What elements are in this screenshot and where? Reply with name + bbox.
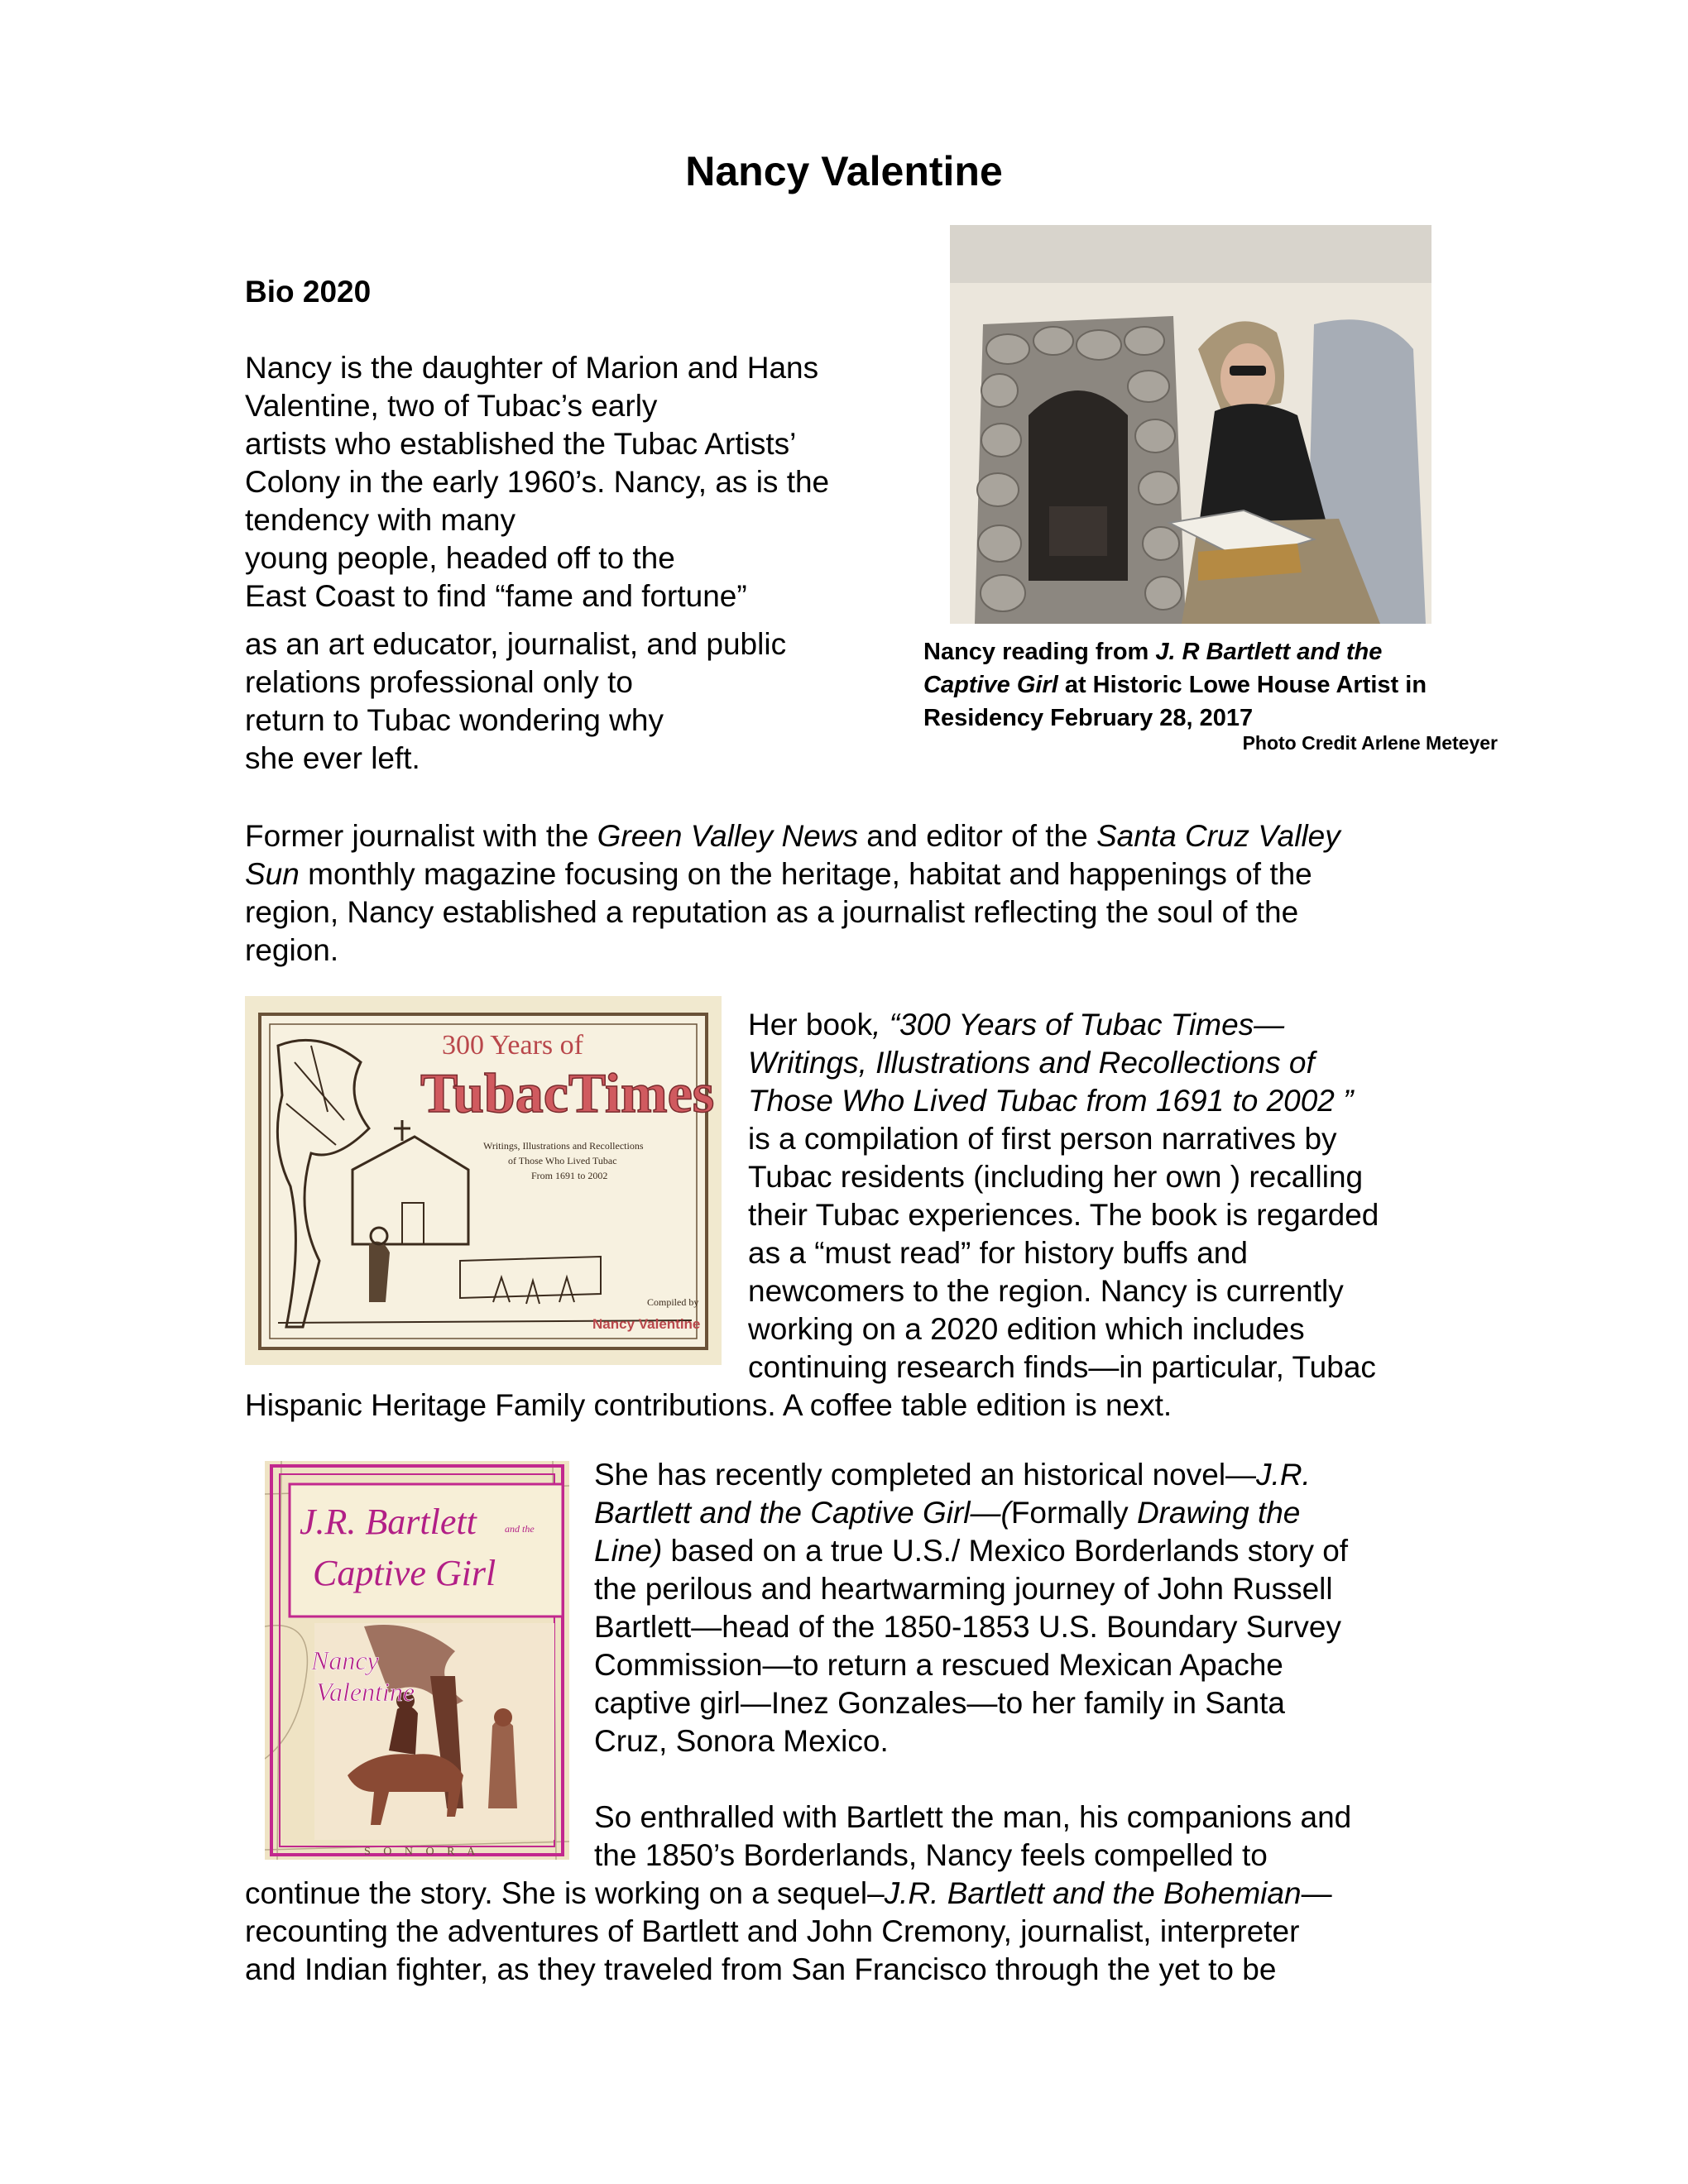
nancy-reading-photo (950, 225, 1431, 624)
cover-map-text: S O N O R A (364, 1846, 481, 1858)
book-title: Line) (594, 1534, 663, 1568)
text-run: based on a true U.S./ Mexico Borderlands story of (662, 1534, 1349, 1568)
tubac-times-book-cover (245, 996, 722, 1365)
text-run: Tubac residents (including her own ) recalling (748, 1160, 1364, 1194)
text-run: the perilous and heartwarming journey of John Russell (594, 1572, 1333, 1606)
book2-paragraph (594, 1456, 1348, 1760)
text-run: — (1301, 1876, 1332, 1910)
publication-name: Santa Cruz Valley (1096, 819, 1340, 853)
cover-title-top: 300 Years of (442, 1030, 583, 1061)
text-run: Cruz, Sonora Mexico. (594, 1724, 889, 1758)
cover-author: Valentine (316, 1677, 415, 1707)
intro-line: return to Tubac wondering why (245, 703, 664, 737)
text-run: and Indian fighter, as they traveled from San Francisco through the yet to be (245, 1952, 1277, 1986)
caption-text: Residency February 28, 2017 (923, 705, 1254, 731)
intro-line: Valentine, two of Tubac’s early (245, 389, 658, 423)
book-title: J.R. (1256, 1458, 1311, 1492)
page-title: Nancy Valentine (685, 148, 1003, 194)
book-title: Drawing the (1136, 1496, 1301, 1530)
intro-line: Nancy is the daughter of Marion and Hans (245, 351, 819, 385)
cover-subtitle: of Those Who Lived Tubac (508, 1155, 617, 1166)
text-run: captive girl—Inez Gonzales—to her family in Santa (594, 1686, 1285, 1720)
text-run: She has recently completed an historical novel— (594, 1458, 1257, 1492)
bio-heading: Bio 2020 (245, 275, 372, 309)
text-run: recounting the adventures of Bartlett and John Cremony, journalist, interpreter (245, 1914, 1300, 1948)
sequel-paragraph-start (594, 1798, 1351, 1875)
intro-line: East Coast to find “fame and fortune” (245, 579, 747, 613)
text-run: Her book (748, 1008, 873, 1042)
text-run: Formally (1010, 1496, 1137, 1530)
text-run: continuing research finds—in particular, Tubac (748, 1350, 1376, 1384)
sequel-paragraph (245, 1875, 1332, 1989)
text-run: Commission—to return a rescued Mexican Apache (594, 1648, 1283, 1682)
caption-text: at Historic Lowe House Artist in (1057, 672, 1427, 698)
intro-line: young people, headed off to the (245, 541, 675, 575)
cover-title: J.R. Bartlett (300, 1502, 477, 1542)
text-run: Bartlett—head of the 1850-1853 U.S. Boundary Survey (594, 1610, 1341, 1644)
intro-line: Colony in the early 1960’s. Nancy, as is the (245, 465, 830, 499)
text-run: as a “must read” for history buffs and (748, 1236, 1248, 1270)
book-title: , “300 Years of Tubac Times— (872, 1008, 1285, 1042)
intro-line: tendency with many (245, 503, 516, 537)
intro-line: relations professional only to (245, 665, 633, 699)
text-run: working on a 2020 edition which includes (748, 1312, 1305, 1346)
book-title: J.R. Bartlett and the Bohemian (884, 1876, 1302, 1910)
text-run: is a compilation of first person narratives by (748, 1122, 1337, 1156)
intro-line: artists who established the Tubac Artists’ (245, 427, 797, 461)
publication-name: Green Valley News (597, 819, 858, 853)
book-title: Writings, Illustrations and Recollections of (748, 1046, 1315, 1080)
photo-caption (923, 635, 1427, 735)
text-run: So enthralled with Bartlett the man, his companions and (594, 1800, 1352, 1834)
intro-line: she ever left. (245, 741, 420, 775)
intro-paragraph (245, 349, 829, 615)
caption-book-title: J. R Bartlett and the (1155, 639, 1383, 665)
text-run: newcomers to the region. Nancy is currently (748, 1274, 1344, 1308)
text-run: monthly magazine focusing on the heritage, habitat and happenings of the (299, 857, 1312, 891)
caption-book-title: Captive Girl (923, 672, 1058, 698)
book1-last-line: Hispanic Heritage Family contributions. A coffee table edition is next. (245, 1388, 1172, 1422)
text-run: the 1850’s Borderlands, Nancy feels compelled to (594, 1838, 1268, 1872)
cover-and: and the (505, 1523, 535, 1535)
caption-text: Nancy reading from (923, 639, 1156, 665)
text-run: and editor of the (857, 819, 1096, 853)
book1-paragraph (748, 1006, 1379, 1387)
intro-paragraph-cont (245, 625, 786, 778)
text-run: region, Nancy established a reputation as a journalist reflecting the soul of the (245, 895, 1299, 929)
text-run: their Tubac experiences. The book is regarded (748, 1198, 1379, 1232)
cover-subtitle: Writings, Illustrations and Recollections (483, 1140, 644, 1152)
text-run: continue the story. She is working on a sequel– (245, 1876, 885, 1910)
journalist-paragraph (245, 817, 1340, 970)
book-title: Those Who Lived Tubac from 1691 to 2002 ” (748, 1084, 1354, 1118)
photo-credit: Photo Credit Arlene Meteyer (1242, 732, 1498, 754)
cover-author: Nancy Valentine (592, 1316, 701, 1332)
text-run: Former journalist with the (245, 819, 597, 853)
text-run: region. (245, 933, 339, 967)
publication-name: Sun (245, 857, 300, 891)
book-title: Bartlett and the Captive Girl—( (594, 1496, 1011, 1530)
cover-title-main: TubacTimes (420, 1061, 715, 1124)
cover-title: Captive Girl (313, 1553, 496, 1593)
cover-author: Nancy (311, 1645, 379, 1675)
bartlett-captive-girl-book-cover (265, 1461, 569, 1860)
cover-compiled: Compiled by (647, 1296, 699, 1308)
intro-line: as an art educator, journalist, and public (245, 627, 787, 661)
cover-subtitle: From 1691 to 2002 (531, 1170, 608, 1181)
